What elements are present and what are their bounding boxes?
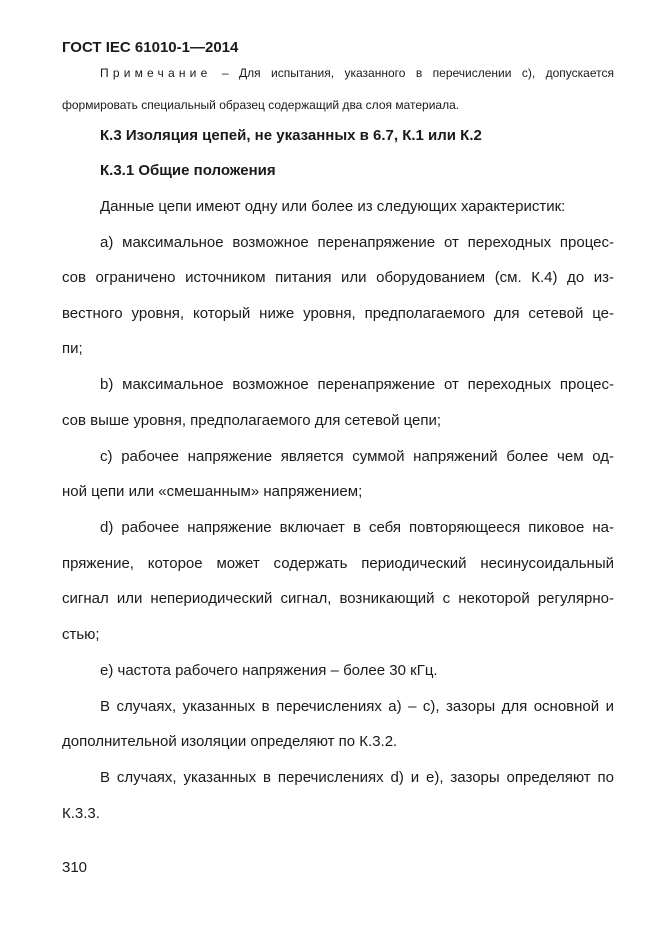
paragraph-intro: Данные цепи имеют одну или более из следующих характеристик: (100, 198, 566, 215)
item-b-line-2: сов выше уровня, предполагаемого для сетевой цепи; (62, 412, 442, 429)
item-d-line-4: стью; (62, 626, 100, 643)
item-d-line-1: d) рабочее напряжение включает в себя повторяющееся пиковое на- (100, 519, 614, 536)
subsection-title: К.3.1 Общие положения (100, 162, 276, 179)
paragraph-1-line-2: дополнительной изоляции определяют по К.3.2. (62, 733, 398, 750)
item-a-line-4: пи; (62, 340, 83, 357)
item-d-line-3: сигнал или непериодический сигнал, возникающий с некоторой регулярно- (62, 590, 614, 607)
item-a-line-2: сов ограничено источником питания или оборудованием (см. К.4) до из- (62, 269, 614, 286)
note-line-1 (100, 63, 614, 83)
paragraph-2-line-1: В случаях, указанных в перечислениях d) и e), зазоры определяют по (100, 769, 614, 786)
note-text: – Для испытания, указанного в перечислении с), допускается (211, 66, 614, 80)
document-header: ГОСТ IEC 61010-1—2014 (62, 39, 239, 56)
item-a-line-3: вестного уровня, который ниже уровня, предполагаемого для сетевой це- (62, 305, 614, 322)
paragraph-1-line-1: В случаях, указанных в перечислениях а) – с), зазоры для основной и (100, 698, 614, 715)
item-c-line-2: ной цепи или «смешанным» напряжением; (62, 483, 363, 500)
note-label: Примечание (100, 66, 212, 80)
note-line-2: формировать специальный образец содержащий два слоя материала. (62, 98, 460, 112)
paragraph-2-line-2: К.3.3. (62, 805, 100, 822)
item-d-line-2: пряжение, которое может содержать периодический несинусоидальный (62, 555, 614, 572)
section-title: К.3 Изоляция цепей, не указанных в 6.7, К.1 или К.2 (100, 127, 482, 144)
item-b-line-1: b) максимальное возможное перенапряжение от переходных процес- (100, 376, 614, 393)
item-e-line-1: e) частота рабочего напряжения – более 30 кГц. (100, 662, 438, 679)
page-number: 310 (62, 859, 88, 876)
item-c-line-1: c) рабочее напряжение является суммой напряжений более чем од- (100, 448, 614, 465)
item-a-line-1: а) максимальное возможное перенапряжение от переходных процес- (100, 234, 614, 251)
